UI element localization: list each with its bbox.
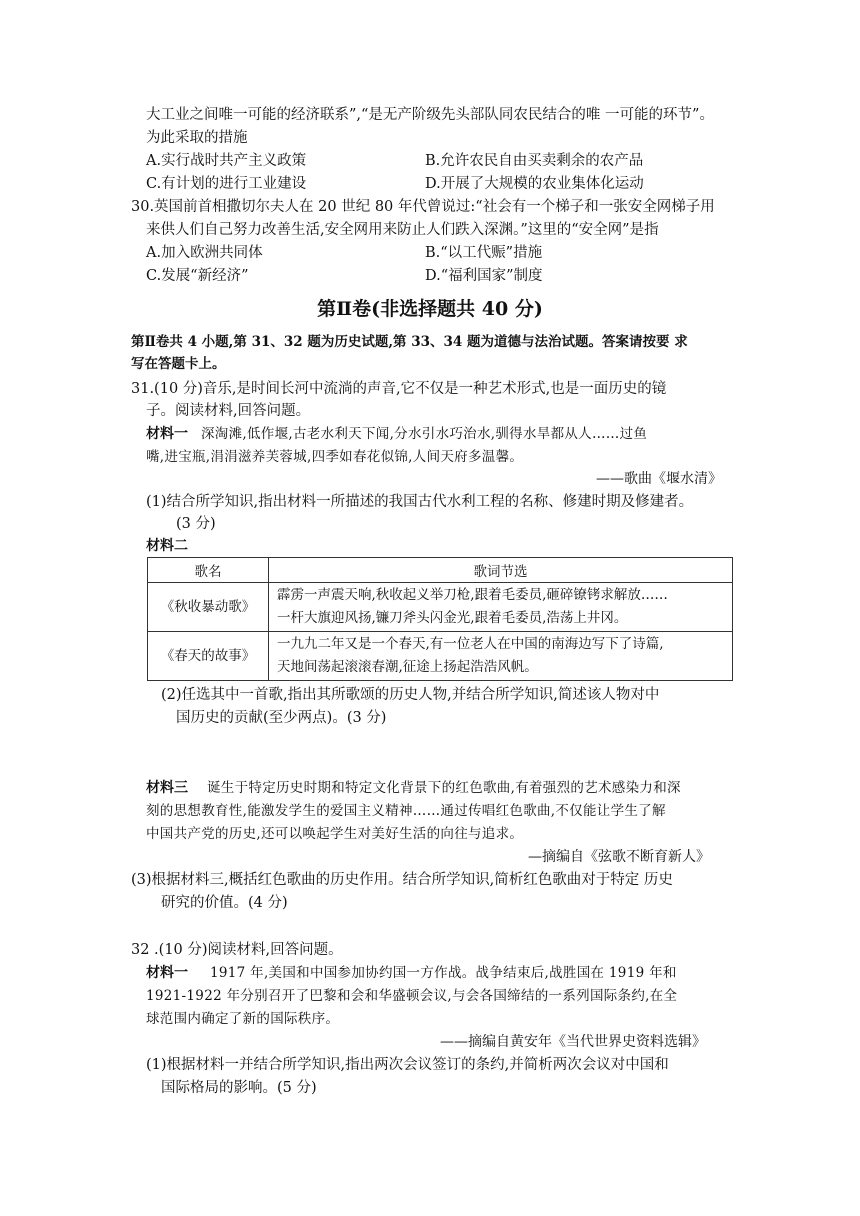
lyric-line: 天地间荡起滚滚春潮,征途上扬起浩浩风帆。 <box>277 659 538 675</box>
table-row <box>148 632 733 681</box>
q30-stem-line2: 来供人们自己努力改善生活,安全网用来防止人们跌入深渊。”这里的“安全网”是指 <box>146 222 659 238</box>
q31-material1-line1: 深淘滩,低作堰,古老水利天下闻,分水引水巧治水,驯得水旱都从人……过鱼 <box>201 426 648 442</box>
q31-material3-label: 材料三 <box>146 780 188 796</box>
q29-stem-line1: 大工业之间唯一可能的经济联系”,“是无产阶级先头部队同农民结合的唯 一可能的环节”。 <box>146 107 714 123</box>
q32-material1-line2: 1921-1922 年分别召开了巴黎和会和华盛顿会议,与会各国缔结的一系列国际条约,在全 <box>146 988 678 1004</box>
q30-option-c: C.发展“新经济” <box>146 268 249 284</box>
q31-material1-label: 材料一 <box>146 426 188 442</box>
q31-sub2-line1: (2)任选其中一首歌,指出其所歌颂的历史人物,并结合所学知识,简述该人物对中 <box>161 687 660 703</box>
lyric-line: 一杆大旗迎风扬,镰刀斧头闪金光,跟着毛委员,浩荡上井冈。 <box>277 610 628 626</box>
q30-option-d: D.“福利国家”制度 <box>425 268 543 284</box>
song-name: 《春天的故事》 <box>148 632 269 681</box>
q32-sub1-line2: 国际格局的影响。(5 分) <box>161 1080 317 1096</box>
q32-sub1-line1: (1)根据材料一并结合所学知识,指出两次会议签订的条约,并简析两次会议对中国和 <box>146 1057 669 1073</box>
q31-material1-line2: 嘴,进宝瓶,涓涓滋养芙蓉城,四季如春花似锦,人间天府多温馨。 <box>146 449 524 465</box>
q31-sub1-line2: (3 分) <box>176 516 216 532</box>
section-title: 第Ⅱ卷(非选择题共 40 分) <box>317 298 543 320</box>
q32-material1-line3: 球范围内确定了新的国际秩序。 <box>146 1011 340 1027</box>
q29-stem-line2: 为此采取的措施 <box>146 130 248 146</box>
q31-material2-label: 材料二 <box>146 538 188 554</box>
q31-sub1-line1: (1)结合所学知识,指出材料一所描述的我国古代水利工程的名称、修建时期及修建者。 <box>146 494 694 510</box>
q30-stem-line1: 30.英国前首相撒切尔夫人在 20 世纪 80 年代曾说过:“社会有一个梯子和一张安全网梯子用 <box>131 199 715 215</box>
q31-sub3-line2: 研究的价值。(4 分) <box>161 895 288 911</box>
song-lyrics <box>269 583 733 632</box>
q29-option-d: D.开展了大规模的农业集体化运动 <box>425 176 644 192</box>
q31-material3-line1: 诞生于特定历史时期和特定文化背景下的红色歌曲,有着强烈的艺术感染力和深 <box>207 780 681 796</box>
table-row <box>148 583 733 632</box>
q29-option-a: A.实行战时共产主义政策 <box>146 153 307 169</box>
q31-sub2-line2: 国历史的贡献(至少两点)。(3 分) <box>176 710 387 726</box>
header-song-name: 歌名 <box>148 558 269 583</box>
section-note-line1: 第Ⅱ卷共 4 小题,第 31、32 题为历史试题,第 33、34 题为道德与法治试题。答案请按要 求 <box>131 334 688 350</box>
q29-option-c: C.有计划的进行工业建设 <box>146 176 307 192</box>
section-note-line2: 写在答题卡上。 <box>131 356 226 372</box>
song-lyrics <box>269 632 733 681</box>
song-table-header <box>148 558 733 583</box>
q30-option-a: A.加入欧洲共同体 <box>146 245 263 261</box>
q31-material3-source: —摘编自《弦歌不断育新人》 <box>528 849 710 865</box>
song-table <box>147 557 733 681</box>
song-name: 《秋收暴动歌》 <box>148 583 269 632</box>
q31-material3-line2: 刻的思想教育性,能激发学生的爱国主义精神……通过传唱红色歌曲,不仅能让学生了解 <box>146 803 666 819</box>
q30-option-b: B.“以工代赈”措施 <box>425 245 543 261</box>
header-lyrics: 歌词节选 <box>269 558 733 583</box>
q32-material1-line1: 1917 年,美国和中国参加协约国一方作战。战争结束后,战胜国在 1919 年和 <box>210 965 677 981</box>
q31-intro-line1: 31.(10 分)音乐,是时间长河中流淌的声音,它不仅是一种艺术形式,也是一面历史的镜 <box>131 381 667 397</box>
q32-material1-label: 材料一 <box>146 965 188 981</box>
lyric-line: 一九九二年又是一个春天,有一位老人在中国的南海边写下了诗篇, <box>277 636 664 652</box>
q29-option-b: B.允许农民自由买卖剩余的农产品 <box>425 153 644 169</box>
q31-material3-line3: 中国共产党的历史,还可以唤起学生对美好生活的向往与追求。 <box>146 826 524 842</box>
q31-sub3-line1: (3)根据材料三,概括红色歌曲的历史作用。结合所学知识,简析红色歌曲对于特定 历史 <box>131 872 673 888</box>
q32-material1-source: ——摘编自黄安年《当代世界史资料选辑》 <box>440 1034 706 1050</box>
lyric-line: 霹雳一声震天响,秋收起义举刀枪,跟着毛委员,砸碎镣铐求解放…… <box>277 587 668 603</box>
q32-intro: 32 .(10 分)阅读材料,回答问题。 <box>131 942 343 958</box>
q31-material1-source: ——歌曲《堰水清》 <box>596 471 722 487</box>
q31-intro-line2: 子。阅读材料,回答问题。 <box>146 403 311 419</box>
